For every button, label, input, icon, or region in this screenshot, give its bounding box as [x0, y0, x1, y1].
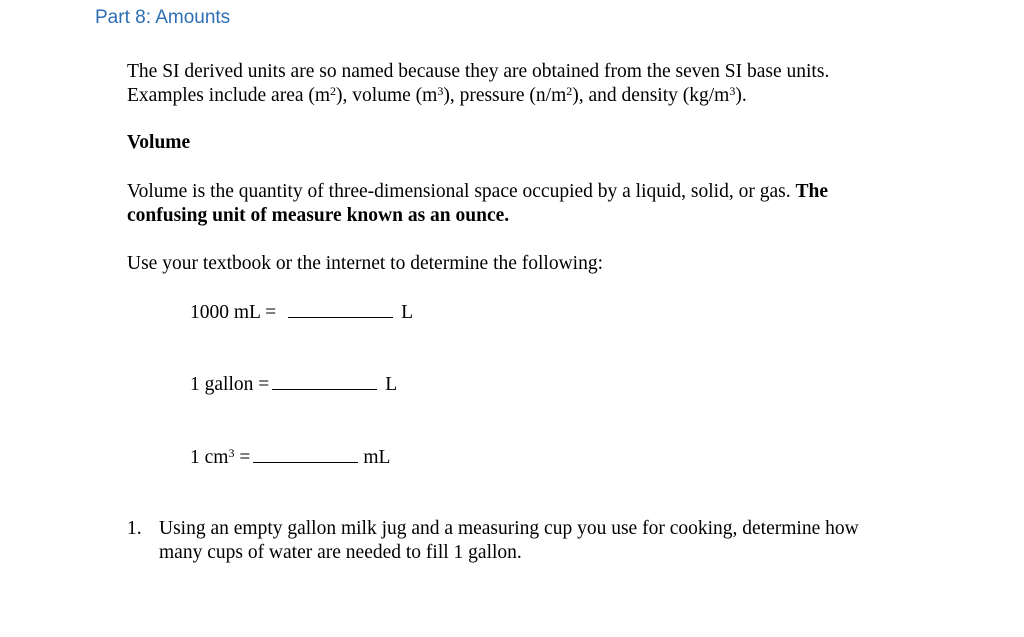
conversion-unit: L	[401, 302, 414, 323]
answer-blank[interactable]	[288, 299, 393, 318]
intro-line-1: The SI derived units are so named because they are obtained from the seven SI base units.	[127, 61, 830, 82]
intro-paragraph	[127, 60, 947, 108]
volume-heading: Volume	[127, 132, 191, 153]
conversion-label: 1 gallon =	[190, 374, 270, 395]
question-text: Using an empty gallon milk jug and a measuring cup you use for cooking, determine how many cups of water are needed to fill 1 gallon.	[159, 518, 859, 563]
volume-text: Volume is the quantity of three-dimensional space occupied by a liquid, solid, or gas.	[127, 181, 796, 202]
question-number: 1.	[127, 518, 142, 539]
conversion-row-ml	[190, 299, 413, 325]
instruction-text: Use your textbook or the internet to determine the following:	[127, 253, 604, 274]
conversion-row-cm3	[190, 444, 390, 470]
conversion-row-gallon	[190, 371, 397, 397]
volume-bold-text-a: The	[795, 181, 828, 202]
volume-paragraph	[127, 180, 947, 228]
conversion-label: 1 $cm^3$ =	[190, 446, 251, 468]
answer-blank[interactable]	[253, 444, 358, 463]
volume-bold-text-b: confusing unit of measure known as an ounce.	[127, 205, 510, 226]
answer-blank[interactable]	[272, 371, 377, 390]
conversion-label: 1000 mL =	[190, 302, 277, 323]
conversion-unit: L	[385, 374, 398, 395]
part-title: Part 8: Amounts	[95, 7, 231, 28]
conversion-unit: mL	[363, 447, 391, 468]
intro-line-2: Examples include area $(m^2)$, volume $(m^3)$, pressure $(n/m^2)$, and density $(kg/m^3)$.	[127, 84, 747, 106]
